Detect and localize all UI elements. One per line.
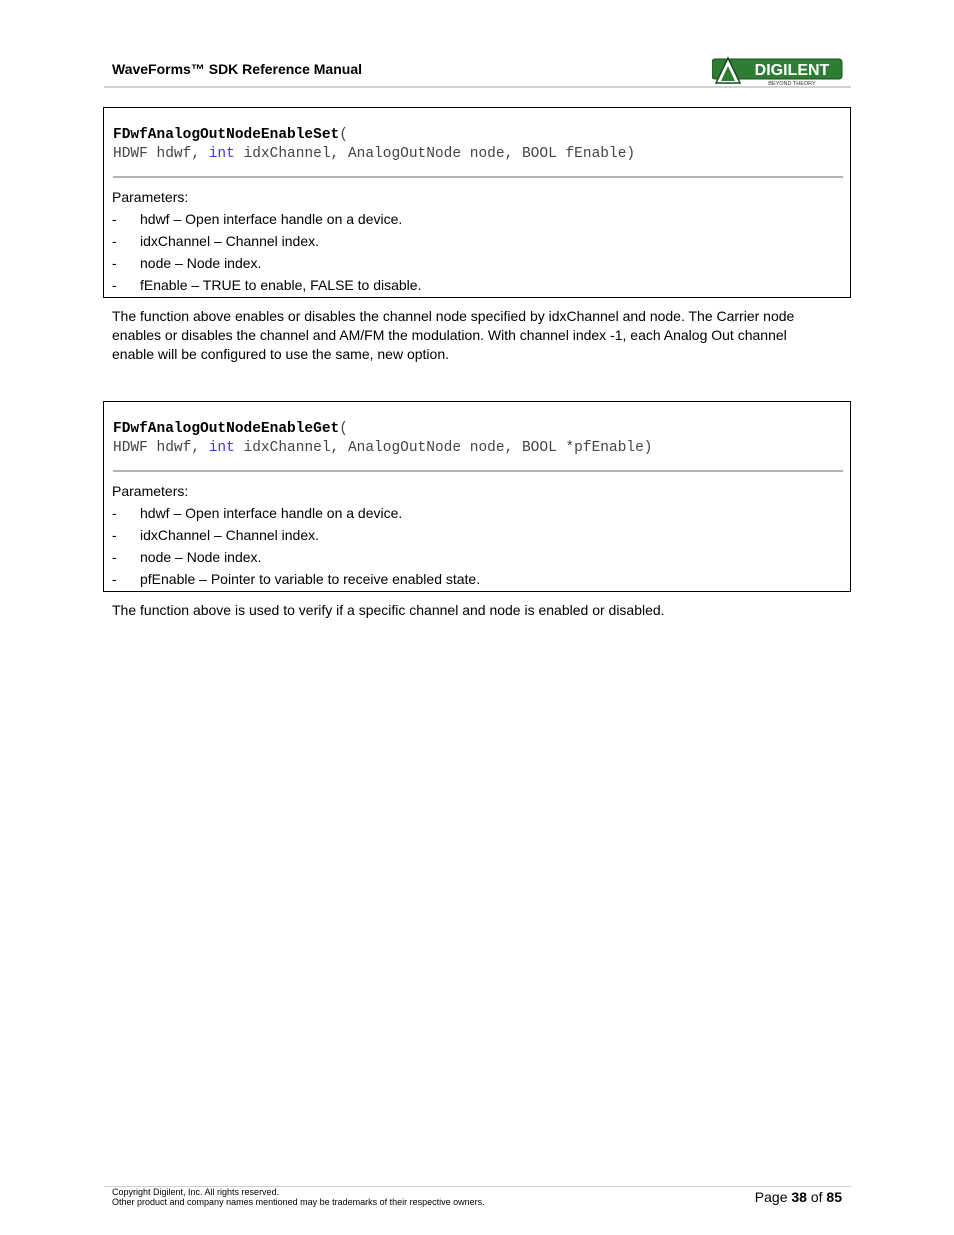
list-item: - hdwf – Open interface handle on a device.	[112, 505, 403, 521]
page-number: Page 38 of 85	[754, 1189, 842, 1205]
list-item: - hdwf – Open interface handle on a device.	[112, 211, 403, 227]
function-box-enable-get	[103, 401, 851, 592]
signature-divider	[113, 176, 843, 178]
list-item: - idxChannel – Channel index.	[112, 527, 320, 543]
list-item: - node – Node index.	[112, 255, 262, 271]
signature-divider	[113, 470, 843, 472]
logo-tagline: BEYOND THEORY	[768, 81, 816, 86]
function-name: FDwfAnalogOutNodeEnableSet	[113, 127, 340, 143]
function-box-enable-set	[103, 107, 851, 298]
function-description: The function above is used to verify if a specific channel and node is enabled or disabled.	[112, 602, 665, 618]
function-signature: FDwfAnalogOutNodeEnableSet( HDWF hdwf, int idxChannel, AnalogOutNode node, BOOL fEnable)	[113, 127, 636, 162]
function-signature: FDwfAnalogOutNodeEnableGet( HDWF hdwf, int idxChannel, AnalogOutNode node, BOOL *pfEnable)	[113, 421, 653, 456]
digilent-logo	[712, 56, 843, 86]
list-item: - idxChannel – Channel index.	[112, 233, 320, 249]
function-description: The function above enables or disables the channel node specified by idxChannel and node. The Carrier node enables or disables the channel and AM/FM the modulation. With channel index -1, each Analog Out channel enable will be configured to use the same, new option.	[112, 308, 795, 362]
parameters-list	[112, 480, 481, 590]
copyright-text: Copyright Digilent, Inc. All rights reserved.	[112, 1187, 280, 1197]
list-item: - fEnable – TRUE to enable, FALSE to disable.	[112, 277, 422, 293]
header-divider	[104, 86, 851, 88]
footer-legal	[112, 1187, 485, 1207]
list-item: - node – Node index.	[112, 549, 262, 565]
document-title: WaveForms™ SDK Reference Manual	[112, 61, 362, 77]
keyword-int: int	[208, 440, 235, 456]
parameters-label: Parameters:	[112, 483, 189, 499]
parameters-list	[112, 186, 422, 296]
logo-wordmark: DIGILENT	[754, 62, 830, 79]
list-item: - pfEnable – Pointer to variable to receive enabled state.	[112, 571, 481, 587]
keyword-int: int	[208, 146, 235, 162]
trademark-text: Other product and company names mentioned may be trademarks of their respective owners.	[112, 1197, 485, 1207]
parameters-label: Parameters:	[112, 189, 189, 205]
function-name: FDwfAnalogOutNodeEnableGet	[113, 421, 340, 437]
